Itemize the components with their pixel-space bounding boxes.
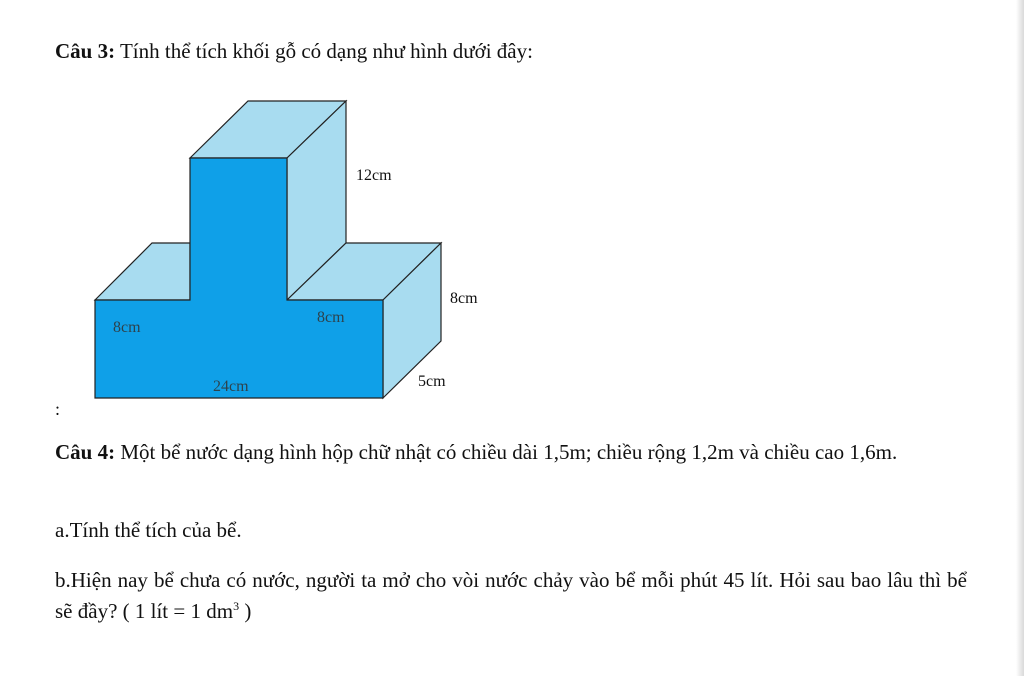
page-edge-shadow bbox=[1016, 0, 1024, 676]
label-left-step: 8cm bbox=[113, 319, 141, 336]
question-4-text: Một bể nước dạng hình hộp chữ nhật có chiều dài 1,5m; chiều rộng 1,2m và chiều cao 1,6m. bbox=[115, 440, 898, 464]
label-right-height: 8cm bbox=[450, 290, 478, 307]
question-4-label: Câu 4: bbox=[55, 440, 116, 464]
question-4-part-a: a.Tính thể tích của bể. bbox=[55, 518, 242, 542]
question-4-part-b bbox=[55, 565, 967, 627]
label-right-step: 8cm bbox=[317, 309, 345, 326]
question-4-part-b-text: b.Hiện nay bể chưa có nước, người ta mở cho vòi nước chảy vào bể mỗi phút 45 lít. Hỏi sau bao lâu thì bể sẽ đầy? ( 1 lít = 1 dm bbox=[55, 568, 967, 623]
colon-mark: : bbox=[55, 399, 61, 419]
left-step-top-face bbox=[95, 243, 190, 300]
label-top-depth: 12cm bbox=[356, 167, 392, 184]
question-4 bbox=[55, 437, 967, 468]
cube-exponent: 3 bbox=[233, 599, 240, 613]
question-4-part-b-end: ) bbox=[239, 599, 252, 623]
question-3-label: Câu 3: bbox=[55, 39, 116, 63]
question-3-text: Tính thể tích khối gỗ có dạng như hình dưới đây: bbox=[115, 39, 533, 63]
label-bottom-depth: 5cm bbox=[418, 373, 446, 390]
label-base-length: 24cm bbox=[213, 378, 249, 395]
question-3 bbox=[55, 36, 533, 67]
